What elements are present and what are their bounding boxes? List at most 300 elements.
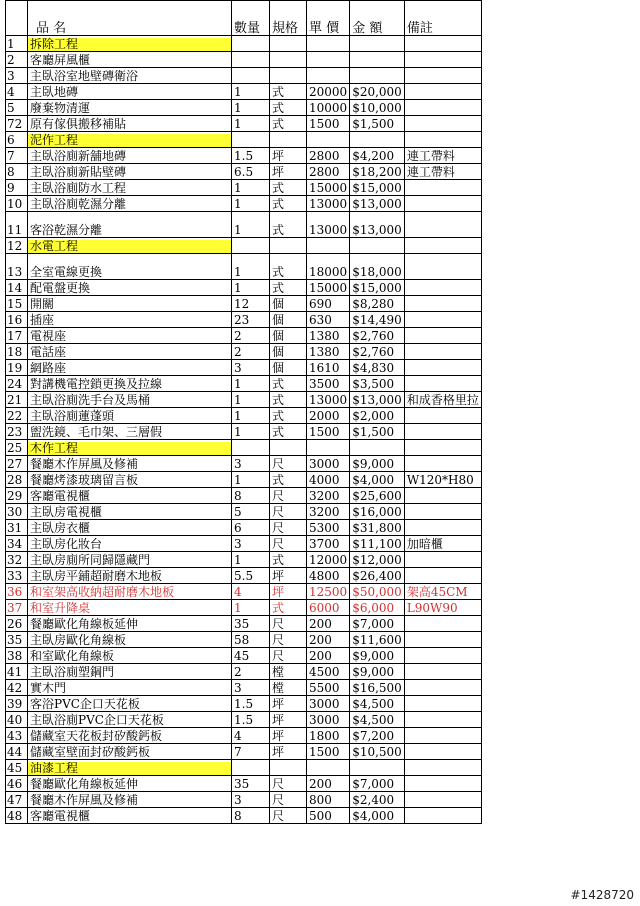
cell-qty: 3 [232, 792, 270, 808]
cell-no: 42 [6, 680, 28, 696]
cell-item: 主臥浴廁乾濕分離 [28, 196, 232, 212]
cell-no: 41 [6, 664, 28, 680]
cell-qty: 58 [232, 632, 270, 648]
cell-item: 網路座 [28, 360, 232, 376]
cell-price: 690 [307, 296, 350, 312]
table-row [6, 744, 482, 760]
cell-price: 1610 [307, 360, 350, 376]
cell-note [404, 440, 481, 456]
cell-qty: 8 [232, 488, 270, 504]
cell-qty: 6.5 [232, 164, 270, 180]
cell-note [404, 456, 481, 472]
cell-amount: $4,000 [350, 472, 405, 488]
cell-no: 8 [6, 164, 28, 180]
cell-item: 餐廳歐化角線板延伸 [28, 776, 232, 792]
cell-note [404, 488, 481, 504]
cell-unit: 坪 [270, 744, 307, 760]
cell-qty: 3 [232, 360, 270, 376]
cell-no: 25 [6, 440, 28, 456]
cell-note [404, 254, 481, 280]
section-title: 拆除工程 [28, 38, 231, 51]
section-title: 油漆工程 [28, 762, 231, 775]
section-row [6, 132, 482, 148]
cell-price: 500 [307, 808, 350, 824]
cell-unit: 式 [270, 84, 307, 100]
cell-unit: 樘 [270, 680, 307, 696]
cell-no: 35 [6, 632, 28, 648]
cell-price: 3200 [307, 504, 350, 520]
table-row [6, 696, 482, 712]
section-row [6, 36, 482, 52]
table-row [6, 344, 482, 360]
cell-no: 39 [6, 696, 28, 712]
cell-qty [232, 132, 270, 148]
cell-price: 2000 [307, 408, 350, 424]
cell-note [404, 424, 481, 440]
cell-note: 架高45CM [404, 584, 481, 600]
cell-item: 主臥地磚 [28, 84, 232, 100]
cell-amount: $50,000 [350, 584, 405, 600]
cell-no: 5 [6, 100, 28, 116]
cell-note [404, 238, 481, 254]
cell-price: 3500 [307, 376, 350, 392]
cell-price: 3200 [307, 488, 350, 504]
cell-amount: $14,490 [350, 312, 405, 328]
table-row [6, 488, 482, 504]
cell-unit: 尺 [270, 536, 307, 552]
cell-item: 主臥浴廁洗手台及馬桶 [28, 392, 232, 408]
cell-qty: 7 [232, 744, 270, 760]
cell-qty: 1 [232, 100, 270, 116]
cell-qty: 1 [232, 376, 270, 392]
cell-qty: 1.5 [232, 696, 270, 712]
cell-item: 和室升降桌 [28, 600, 232, 616]
cell-unit: 個 [270, 312, 307, 328]
cell-amount: $2,760 [350, 344, 405, 360]
cell-price [307, 68, 350, 84]
cell-note [404, 696, 481, 712]
cell-amount: $7,000 [350, 616, 405, 632]
cell-no: 11 [6, 212, 28, 238]
cell-no: 23 [6, 424, 28, 440]
cell-price: 1380 [307, 328, 350, 344]
cell-item: 餐廳木作屏風及修補 [28, 792, 232, 808]
table-row [6, 584, 482, 600]
cell-unit: 尺 [270, 632, 307, 648]
cell-item: 開關 [28, 296, 232, 312]
header-item: 品 名 [28, 1, 232, 36]
cell-price: 6000 [307, 600, 350, 616]
cell-amount: $9,000 [350, 664, 405, 680]
cell-unit: 式 [270, 408, 307, 424]
cell-note [404, 520, 481, 536]
cell-note [404, 504, 481, 520]
cell-qty: 1 [232, 408, 270, 424]
cell-note [404, 376, 481, 392]
cell-item: 電視座 [28, 328, 232, 344]
table-row [6, 680, 482, 696]
cell-qty: 1 [232, 254, 270, 280]
cell-unit: 式 [270, 600, 307, 616]
watermark: #1428720 [570, 888, 634, 902]
cell-note [404, 132, 481, 148]
cell-qty: 2 [232, 344, 270, 360]
cell-price: 200 [307, 616, 350, 632]
cell-amount: $13,000 [350, 212, 405, 238]
cell-item: 客廳電視櫃 [28, 808, 232, 824]
cell-unit: 式 [270, 392, 307, 408]
section-row [6, 238, 482, 254]
cell-no: 21 [6, 392, 28, 408]
cell-unit: 坪 [270, 584, 307, 600]
cell-item: 主臥房歐化角線板 [28, 632, 232, 648]
cell-item: 配電盤更換 [28, 280, 232, 296]
table-row [6, 456, 482, 472]
table-row [6, 376, 482, 392]
cell-price: 2800 [307, 164, 350, 180]
cell-note: 連工帶料 [404, 164, 481, 180]
cell-no: 38 [6, 648, 28, 664]
table-row [6, 360, 482, 376]
cell-note [404, 116, 481, 132]
cell-amount: $18,000 [350, 254, 405, 280]
cell-qty: 35 [232, 776, 270, 792]
cell-note [404, 728, 481, 744]
cell-qty: 1 [232, 600, 270, 616]
cell-amount: $8,280 [350, 296, 405, 312]
cell-no: 34 [6, 536, 28, 552]
table-row [6, 116, 482, 132]
cell-amount: $6,000 [350, 600, 405, 616]
table-row [6, 408, 482, 424]
cell-qty: 1.5 [232, 148, 270, 164]
cell-item: 主臥浴廁新舖地磚 [28, 148, 232, 164]
cell-no: 24 [6, 376, 28, 392]
cell-note [404, 296, 481, 312]
cell-unit [270, 132, 307, 148]
cell-price: 4000 [307, 472, 350, 488]
cell-item: 主臥浴廁蓮蓬頭 [28, 408, 232, 424]
cell-price [307, 52, 350, 68]
cell-price: 18000 [307, 254, 350, 280]
cell-qty: 3 [232, 680, 270, 696]
cell-no: 7 [6, 148, 28, 164]
table-row [6, 180, 482, 196]
cell-qty: 3 [232, 536, 270, 552]
cell-qty [232, 440, 270, 456]
cell-unit [270, 36, 307, 52]
cell-unit: 尺 [270, 520, 307, 536]
cell-amount: $2,400 [350, 792, 405, 808]
cell-unit: 式 [270, 472, 307, 488]
cell-note [404, 616, 481, 632]
cell-item: 餐廳木作屏風及修補 [28, 456, 232, 472]
cell-price: 3700 [307, 536, 350, 552]
cell-price: 15000 [307, 280, 350, 296]
cell-qty: 2 [232, 328, 270, 344]
cell-note [404, 280, 481, 296]
cell-note [404, 360, 481, 376]
cell-note: 連工帶料 [404, 148, 481, 164]
cell-qty [232, 52, 270, 68]
cell-no: 33 [6, 568, 28, 584]
table-row [6, 296, 482, 312]
cell-qty: 4 [232, 728, 270, 744]
cell-qty: 1 [232, 84, 270, 100]
cell-no: 37 [6, 600, 28, 616]
cell-price: 800 [307, 792, 350, 808]
cell-price: 5500 [307, 680, 350, 696]
cell-price [307, 36, 350, 52]
cell-note [404, 68, 481, 84]
cell-unit: 個 [270, 296, 307, 312]
cell-item: 主臥浴室地壁磚衛浴 [28, 68, 232, 84]
cell-amount: $13,000 [350, 196, 405, 212]
table-row [6, 664, 482, 680]
cell-amount: $31,800 [350, 520, 405, 536]
cell-no: 12 [6, 238, 28, 254]
cell-amount: $15,000 [350, 280, 405, 296]
cell-unit: 尺 [270, 504, 307, 520]
cell-qty: 2 [232, 664, 270, 680]
cell-qty: 1 [232, 280, 270, 296]
cell-price: 2800 [307, 148, 350, 164]
cell-note [404, 52, 481, 68]
table-row [6, 728, 482, 744]
cell-amount: $2,760 [350, 328, 405, 344]
cell-item: 全室電線更換 [28, 254, 232, 280]
cell-price [307, 760, 350, 776]
cell-item: 主臥房衣櫃 [28, 520, 232, 536]
cell-item: 廢棄物清運 [28, 100, 232, 116]
cell-amount: $4,200 [350, 148, 405, 164]
cell-note [404, 552, 481, 568]
table-row [6, 328, 482, 344]
cell-unit: 式 [270, 424, 307, 440]
table-row [6, 552, 482, 568]
cell-amount: $7,000 [350, 776, 405, 792]
section-row [6, 440, 482, 456]
cell-price: 1500 [307, 424, 350, 440]
cell-no: 15 [6, 296, 28, 312]
cell-unit: 坪 [270, 148, 307, 164]
cell-price: 12500 [307, 584, 350, 600]
cell-amount: $16,500 [350, 680, 405, 696]
table-row [6, 792, 482, 808]
cell-unit: 式 [270, 116, 307, 132]
cell-qty: 12 [232, 296, 270, 312]
cell-qty: 1 [232, 424, 270, 440]
cell-amount: $11,100 [350, 536, 405, 552]
table-row [6, 520, 482, 536]
section-row [6, 760, 482, 776]
cell-unit: 尺 [270, 776, 307, 792]
cell-price: 12000 [307, 552, 350, 568]
cell-amount: $4,000 [350, 808, 405, 824]
cell-item: 主臥房平鋪超耐磨木地板 [28, 568, 232, 584]
cell-note [404, 776, 481, 792]
cell-qty: 1 [232, 392, 270, 408]
cell-amount: $3,500 [350, 376, 405, 392]
cell-item: 盥洗鏡、毛巾架、三層假 [28, 424, 232, 440]
cell-unit: 式 [270, 100, 307, 116]
cell-price: 3000 [307, 712, 350, 728]
cell-note: L90W90 [404, 600, 481, 616]
cell-unit [270, 760, 307, 776]
table-row [6, 616, 482, 632]
cell-price: 13000 [307, 392, 350, 408]
header-price: 單 價 [307, 1, 350, 36]
cell-price: 4800 [307, 568, 350, 584]
cell-price: 15000 [307, 180, 350, 196]
cell-no: 28 [6, 472, 28, 488]
cell-no: 13 [6, 254, 28, 280]
cell-unit [270, 52, 307, 68]
cell-item: 主臥浴廁PVC企口天花板 [28, 712, 232, 728]
table-row [6, 312, 482, 328]
cell-note [404, 760, 481, 776]
cell-qty [232, 238, 270, 254]
cell-item: 原有傢俱搬移補貼 [28, 116, 232, 132]
cell-qty: 1 [232, 212, 270, 238]
cell-item: 儲藏室天花板封矽酸鈣板 [28, 728, 232, 744]
table-row [6, 472, 482, 488]
cell-amount [350, 760, 405, 776]
cell-amount: $11,600 [350, 632, 405, 648]
cell-unit [270, 238, 307, 254]
header-unit: 規格 [270, 1, 307, 36]
table-row [6, 68, 482, 84]
cell-item [28, 36, 232, 52]
cell-unit: 式 [270, 376, 307, 392]
cell-price: 200 [307, 648, 350, 664]
table-row [6, 536, 482, 552]
table-row [6, 808, 482, 824]
cell-no: 31 [6, 520, 28, 536]
cell-price: 13000 [307, 212, 350, 238]
cell-unit: 坪 [270, 164, 307, 180]
cell-no: 40 [6, 712, 28, 728]
cell-price: 3000 [307, 456, 350, 472]
cell-amount: $18,200 [350, 164, 405, 180]
cell-amount: $1,500 [350, 424, 405, 440]
cell-item: 插座 [28, 312, 232, 328]
cell-qty: 45 [232, 648, 270, 664]
cell-unit: 尺 [270, 616, 307, 632]
cell-unit: 尺 [270, 808, 307, 824]
cell-item: 餐廳烤漆玻璃留言板 [28, 472, 232, 488]
cell-no: 18 [6, 344, 28, 360]
table-row [6, 212, 482, 238]
cell-item: 客廳電視櫃 [28, 488, 232, 504]
cell-unit: 坪 [270, 728, 307, 744]
cell-note [404, 408, 481, 424]
cell-note [404, 744, 481, 760]
table-row [6, 148, 482, 164]
cell-qty: 23 [232, 312, 270, 328]
cell-amount [350, 36, 405, 52]
cell-price [307, 440, 350, 456]
cell-qty: 3 [232, 456, 270, 472]
table-row [6, 712, 482, 728]
cell-item: 主臥房電視櫃 [28, 504, 232, 520]
cell-item: 餐廳歐化角線板延伸 [28, 616, 232, 632]
cell-unit: 尺 [270, 648, 307, 664]
cell-no: 1 [6, 36, 28, 52]
cell-amount [350, 238, 405, 254]
cell-no: 14 [6, 280, 28, 296]
table-row [6, 254, 482, 280]
cell-amount: $4,500 [350, 696, 405, 712]
cell-item [28, 440, 232, 456]
cell-note [404, 712, 481, 728]
cell-qty [232, 36, 270, 52]
cell-item: 電話座 [28, 344, 232, 360]
cell-qty: 4 [232, 584, 270, 600]
cell-amount: $4,830 [350, 360, 405, 376]
cell-unit: 個 [270, 328, 307, 344]
header-amount: 金 額 [350, 1, 405, 36]
cell-no: 3 [6, 68, 28, 84]
cell-price: 3000 [307, 696, 350, 712]
cell-qty: 5 [232, 504, 270, 520]
cell-unit: 式 [270, 180, 307, 196]
cell-qty: 1 [232, 472, 270, 488]
cell-amount [350, 52, 405, 68]
cell-note [404, 344, 481, 360]
cell-unit: 個 [270, 344, 307, 360]
table-row [6, 600, 482, 616]
cell-amount: $16,000 [350, 504, 405, 520]
cell-note [404, 792, 481, 808]
cell-no: 2 [6, 52, 28, 68]
cell-price: 5300 [307, 520, 350, 536]
cell-note [404, 36, 481, 52]
cell-amount: $15,000 [350, 180, 405, 196]
quotation-table [5, 0, 482, 824]
cell-note [404, 664, 481, 680]
cell-unit: 尺 [270, 792, 307, 808]
cell-no: 72 [6, 116, 28, 132]
cell-qty: 1 [232, 552, 270, 568]
cell-unit: 樘 [270, 664, 307, 680]
table-row [6, 196, 482, 212]
cell-no: 26 [6, 616, 28, 632]
table-row [6, 392, 482, 408]
cell-no: 32 [6, 552, 28, 568]
cell-note [404, 84, 481, 100]
cell-no: 27 [6, 456, 28, 472]
cell-amount: $12,000 [350, 552, 405, 568]
cell-qty [232, 760, 270, 776]
cell-no: 45 [6, 760, 28, 776]
cell-note [404, 196, 481, 212]
section-title: 水電工程 [28, 240, 231, 253]
cell-price: 20000 [307, 84, 350, 100]
cell-amount: $4,500 [350, 712, 405, 728]
cell-note [404, 632, 481, 648]
cell-note [404, 312, 481, 328]
cell-note [404, 328, 481, 344]
cell-unit: 式 [270, 196, 307, 212]
cell-unit [270, 440, 307, 456]
cell-amount [350, 132, 405, 148]
cell-item: 客浴PVC企口天花板 [28, 696, 232, 712]
cell-item: 主臥浴廁新貼壁磚 [28, 164, 232, 180]
cell-item: 對講機電控鎖更換及拉線 [28, 376, 232, 392]
cell-unit: 坪 [270, 568, 307, 584]
cell-no: 43 [6, 728, 28, 744]
